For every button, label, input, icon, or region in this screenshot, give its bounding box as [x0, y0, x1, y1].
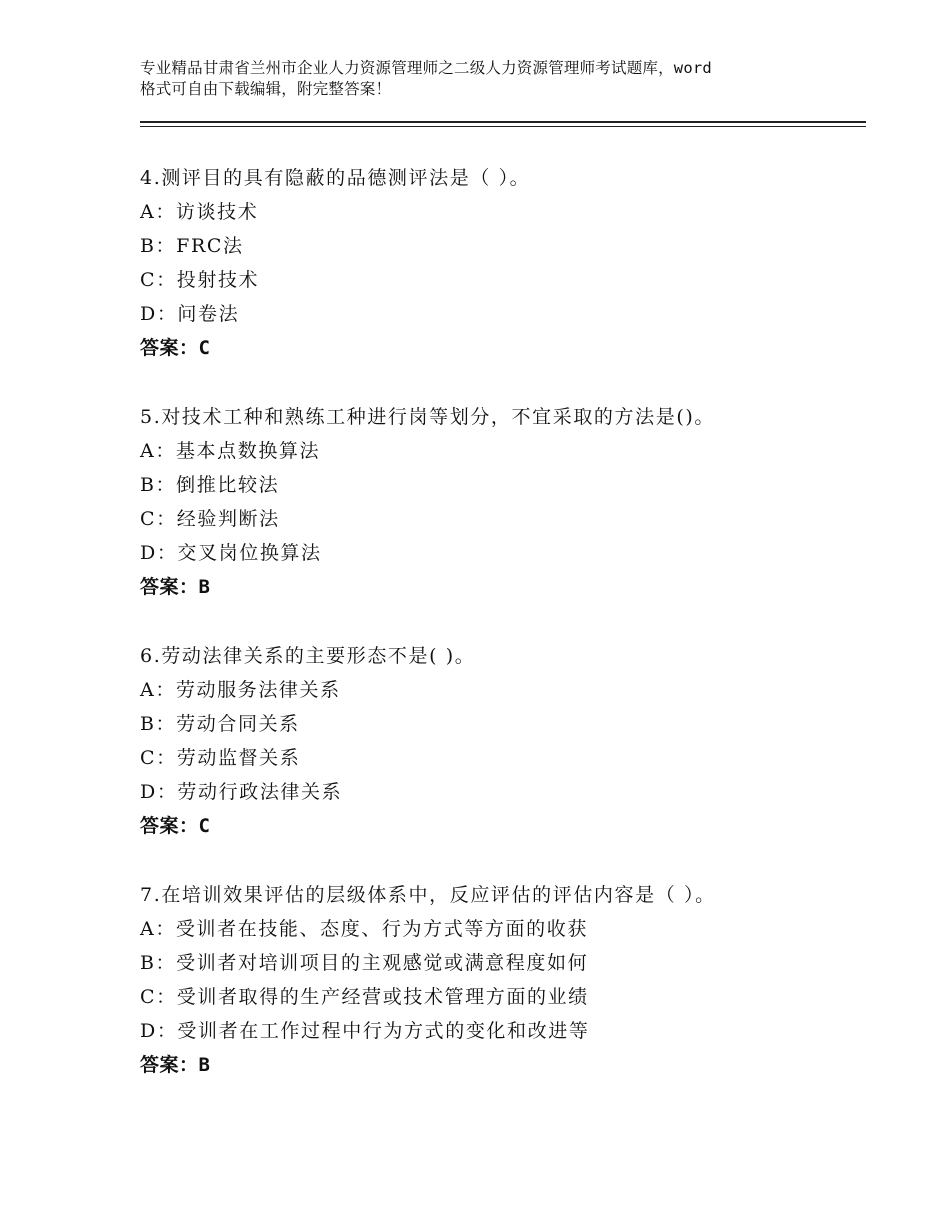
option-d: D：劳动行政法律关系: [140, 781, 343, 803]
option-a: A：基本点数换算法: [140, 440, 321, 462]
question-stem: 6.劳动法律关系的主要形态不是( )。: [140, 645, 476, 667]
question-stem: 7.在培训效果评估的层级体系中，反应评估的评估内容是（ ）。: [140, 884, 716, 906]
answer-value: C: [198, 815, 211, 837]
answer-label: 答案：: [140, 815, 199, 837]
option-a: A：访谈技术: [140, 201, 259, 223]
question-block: [140, 400, 860, 604]
header-divider-thin: [140, 126, 866, 127]
option-c: C：经验判断法: [140, 508, 280, 530]
option-a: A：受训者在技能、态度、行为方式等方面的收获: [140, 918, 588, 940]
option-b: B：受训者对培训项目的主观感觉或满意程度如何: [140, 952, 589, 974]
answer-line: [140, 331, 860, 365]
header-line-1: 专业精品甘肃省兰州市企业人力资源管理师之二级人力资源管理师考试题库，word: [140, 59, 712, 77]
option-c: C：投射技术: [140, 269, 260, 291]
option-d: D：交叉岗位换算法: [140, 542, 322, 564]
option-d: D：问卷法: [140, 303, 240, 325]
answer-value: B: [198, 1054, 211, 1076]
answer-value: B: [198, 576, 211, 598]
answer-label: 答案：: [140, 576, 199, 598]
option-b: B：劳动合同关系: [140, 713, 300, 735]
question-block: [140, 878, 860, 1082]
header-line-2: 格式可自由下载编辑，附完整答案！: [140, 80, 392, 98]
answer-label: 答案：: [140, 1054, 199, 1076]
document-header: [140, 58, 840, 100]
option-a: A：劳动服务法律关系: [140, 679, 341, 701]
question-stem: 5.对技术工种和熟练工种进行岗等划分，不宜采取的方法是()。: [140, 406, 715, 428]
option-d: D：受训者在工作过程中行为方式的变化和改进等: [140, 1020, 590, 1042]
answer-value: C: [198, 337, 211, 359]
option-b: B：倒推比较法: [140, 474, 280, 496]
question-stem: 4.测评目的具有隐蔽的品德测评法是（ ）。: [140, 167, 531, 189]
question-block: [140, 639, 860, 843]
option-c: C：受训者取得的生产经营或技术管理方面的业绩: [140, 986, 589, 1008]
header-divider-thick: [140, 121, 866, 123]
option-c: C：劳动监督关系: [140, 747, 301, 769]
option-b: B：FRC法: [140, 235, 244, 257]
answer-line: [140, 570, 860, 604]
answer-line: [140, 809, 860, 843]
answer-line: [140, 1048, 860, 1082]
answer-label: 答案：: [140, 337, 199, 359]
question-block: [140, 161, 860, 365]
